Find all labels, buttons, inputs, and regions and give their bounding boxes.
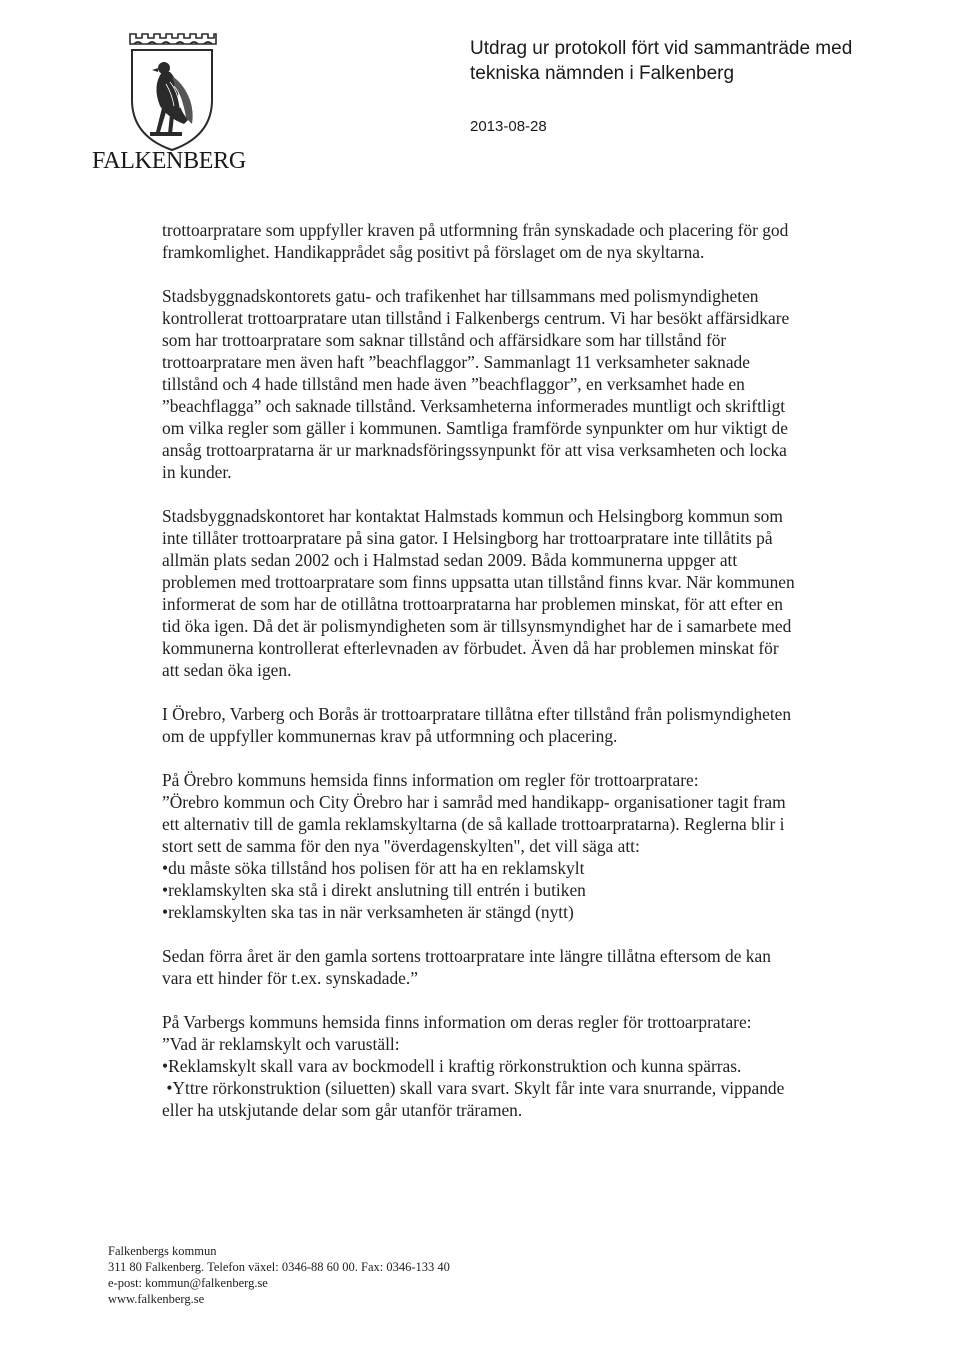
document-body bbox=[162, 219, 874, 1121]
falcon-coat-of-arms-icon bbox=[122, 28, 222, 154]
bullet-item: •Reklamskylt skall vara av bockmodell i kraftig rörkonstruktion och kunna spärras. bbox=[162, 1056, 742, 1076]
text-line: Stadsbyggnadskontorets gatu- och trafikenhet har tillsammans med polismyndigheten bbox=[162, 286, 759, 306]
text-line: ansåg trottoarpratarna är ur marknadsföringssynpunkt för att visa verksamheten och locka bbox=[162, 440, 787, 460]
text-line: vara ett hinder för t.ex. synskadade.” bbox=[162, 968, 418, 988]
text-line: Sedan förra året är den gamla sortens trottoarpratare inte längre tillåtna eftersom de kan bbox=[162, 946, 771, 966]
text-line: allmän plats sedan 2002 och i Halmstad sedan 2009. Båda kommunerna uppger att bbox=[162, 550, 738, 570]
text-line: inte tillåter trottoarpratare på sina gator. I Helsingborg har trottoarpratare inte tillåtits på bbox=[162, 528, 773, 548]
paragraph bbox=[162, 769, 874, 923]
meeting-date: 2013-08-28 bbox=[470, 118, 547, 135]
text-line: På Örebro kommuns hemsida finns information om regler för trottoarpratare: bbox=[162, 770, 699, 790]
text-line: trottoarpratare som uppfyller kraven på utformning från synskadade och placering för god bbox=[162, 220, 789, 240]
text-line: kommunerna kontrollerat efterlevnaden av förbudet. Även då har problemen minskat för bbox=[162, 638, 779, 658]
paragraph bbox=[162, 945, 874, 989]
text-line: ”Vad är reklamskylt och varuställ: bbox=[162, 1034, 400, 1054]
paragraph bbox=[162, 285, 874, 483]
text-line: kontrollerat trottoarpratare utan tillstånd i Falkenbergs centrum. Vi har besökt affärsidkare bbox=[162, 308, 790, 328]
bullet-item: •Yttre rörkonstruktion (siluetten) skall vara svart. Skylt får inte vara snurrande, vippande bbox=[162, 1078, 785, 1098]
bullet-item: •reklamskylten ska stå i direkt anslutning till entrén i butiken bbox=[162, 880, 586, 900]
text-line: På Varbergs kommuns hemsida finns information om deras regler för trottoarpratare: bbox=[162, 1012, 752, 1032]
text-line: att sedan öka igen. bbox=[162, 660, 292, 680]
footer-website: www.falkenberg.se bbox=[108, 1292, 205, 1306]
footer-org: Falkenbergs kommun bbox=[108, 1244, 217, 1258]
title-line: Utdrag ur protokoll fört vid sammanträde med bbox=[470, 38, 853, 59]
org-name: FALKENBERG bbox=[92, 148, 246, 174]
footer-contact bbox=[108, 1243, 450, 1307]
text-line: stort sett de samma för den nya "överdagenskylten", det vill säga att: bbox=[162, 836, 640, 856]
text-line: eller ha utskjutande delar som går utanför träramen. bbox=[162, 1100, 523, 1120]
text-line: problemen med trottoarpratare som finns uppsatta utan tillstånd finns kvar. När kommunen bbox=[162, 572, 795, 592]
text-line: tid öka igen. Då det är polismyndigheten som är tillsynsmyndighet har de i samarbete med bbox=[162, 616, 792, 636]
paragraph bbox=[162, 505, 874, 681]
paragraph bbox=[162, 703, 874, 747]
bullet-item: •reklamskylten ska tas in när verksamheten är stängd (nytt) bbox=[162, 902, 574, 922]
text-line: tillstånd och 4 hade tillstånd men hade även ”beachflaggor”, en verksamhet hade en bbox=[162, 374, 745, 394]
text-line: ”beachflagga” och saknade tillstånd. Verksamheterna informerades muntligt och skriftligt bbox=[162, 396, 786, 416]
text-line: ett alternativ till de gamla reklamskyltarna (de så kallade trottoarpratarna). Reglerna blir i bbox=[162, 814, 785, 834]
text-line: I Örebro, Varberg och Borås är trottoarpratare tillåtna efter tillstånd från polismyndigheten bbox=[162, 704, 792, 724]
text-line: som har trottoarpratare som saknar tillstånd och affärsidkare som har tillstånd för bbox=[162, 330, 727, 350]
paragraph bbox=[162, 1011, 874, 1121]
title-line: tekniska nämnden i Falkenberg bbox=[470, 63, 735, 84]
text-line: framkomlighet. Handikapprådet såg positivt på förslaget om de nya skyltarna. bbox=[162, 242, 705, 262]
text-line: Stadsbyggnadskontoret har kontaktat Halmstads kommun och Helsingborg kommun som bbox=[162, 506, 783, 526]
text-line: informerat de som har de otillåtna trottoarpratarna har problemen minskat, för att efter en bbox=[162, 594, 783, 614]
text-line: om vilka regler som gäller i kommunen. Samtliga framförde synpunkter om hur viktigt de bbox=[162, 418, 788, 438]
footer-address: 311 80 Falkenberg. Telefon växel: 0346-88 60 00. Fax: 0346-133 40 bbox=[108, 1260, 450, 1274]
text-line: ”Örebro kommun och City Örebro har i samråd med handikapp- organisationer tagit fram bbox=[162, 792, 786, 812]
document-title bbox=[470, 36, 910, 86]
paragraph bbox=[162, 219, 874, 263]
text-line: in kunder. bbox=[162, 462, 232, 482]
footer-email: e-post: kommun@falkenberg.se bbox=[108, 1276, 268, 1290]
bullet-item: •du måste söka tillstånd hos polisen för att ha en reklamskylt bbox=[162, 858, 585, 878]
text-line: om de uppfyller kommunernas krav på utformning och placering. bbox=[162, 726, 618, 746]
text-line: trottoarpratare men även haft ”beachflaggor”. Sammanlagt 11 verksamheter saknade bbox=[162, 352, 750, 372]
